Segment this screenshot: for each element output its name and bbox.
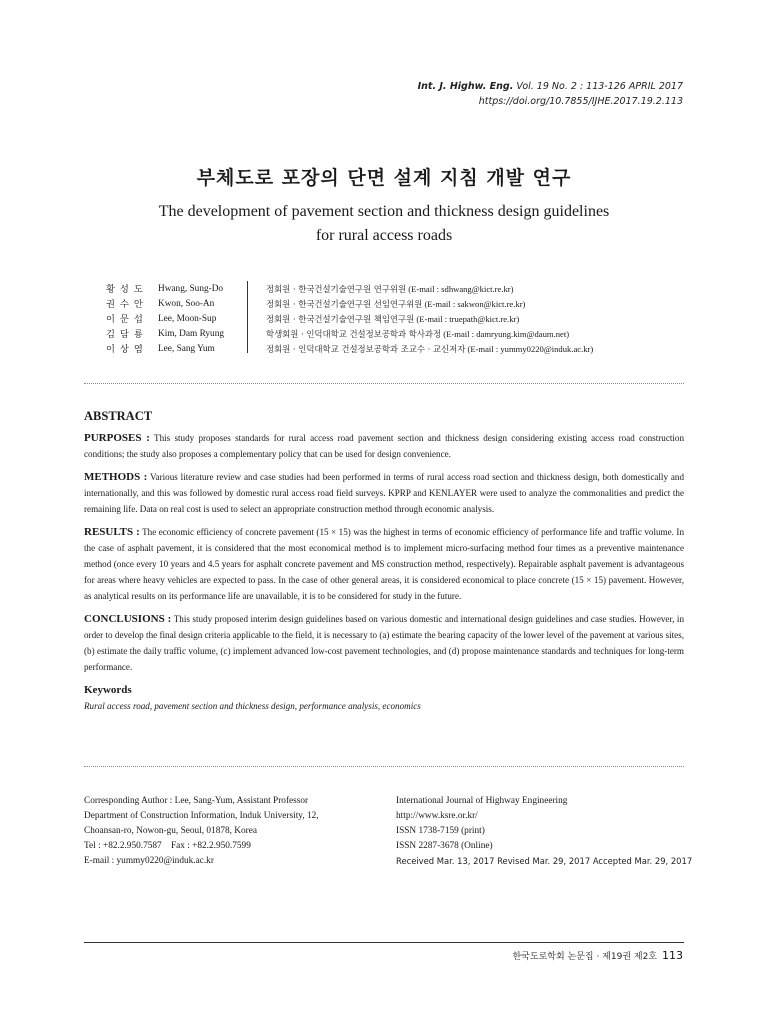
methods-label: METHODS : <box>84 471 148 483</box>
title-english <box>84 200 684 248</box>
journal-url[interactable]: http://www.ksre.or.kr/ <box>396 811 478 821</box>
citation-header <box>418 79 683 109</box>
accepted-label: Accepted <box>592 856 632 866</box>
corresponding-line: Choansan-ro, Nowon-gu, Seoul, 01878, Korea <box>84 826 257 836</box>
issn-print: ISSN 1738-7159 (print) <box>396 826 485 836</box>
author-name-en: Kim, Dam Ryung <box>158 329 224 339</box>
author-name-en: Kwon, Soo-An <box>158 299 215 309</box>
abstract-methods <box>84 469 684 517</box>
issn-online: ISSN 2287-3678 (Online) <box>396 841 493 851</box>
corresponding-line: Corresponding Author : Lee, Sang-Yum, Assistant Professor <box>84 796 309 806</box>
corresponding-author-block <box>84 794 384 869</box>
corresponding-line: Tel : +82.2.950.7587 Fax : +82.2.950.7599 <box>84 841 251 851</box>
purposes-text: This study proposes standards for rural access road pavement section and thickness design considering existing access road construction conditions; the study also proposes a complementary policy that can be used for design convenience. <box>84 433 684 459</box>
dotted-divider <box>84 383 684 384</box>
abstract-block <box>84 408 684 714</box>
title-korean: 부체도로 포장의 단면 설계 지침 개발 연구 <box>196 167 572 189</box>
page-footer <box>512 949 683 962</box>
accepted-date: Mar. 29, 2017 <box>634 856 693 866</box>
received-date: Mar. 13, 2017 <box>436 856 495 866</box>
keywords-text: Rural access road, pavement section and thickness design, performance analysis, economics <box>84 701 421 711</box>
conclusions-text: This study proposed interim design guidelines based on various domestic and international design guidelines and case studies. However, in order to develop the final design criteria applicable to the field, it is necessary to (a) estimate the bearing capacity of the lower level of the pavement at various sites, (b) estimate the daily traffic volume, (c) implement advanced low-cost pavement technologies, and (d) propose maintenance standards and techniques for long-term performance. <box>84 614 684 672</box>
volume-info: Vol. 19 No. 2 : 113-126 APRIL 2017 <box>516 81 683 92</box>
article-dates <box>396 854 696 869</box>
author-divider <box>247 281 248 353</box>
author-email[interactable]: (E-mail : yummy0220@induk.ac.kr) <box>467 344 594 354</box>
citation-line <box>418 79 683 94</box>
journal-name: International Journal of Highway Engineering <box>396 796 568 806</box>
author-row <box>106 342 686 357</box>
title-english-line1: The development of pavement section and thickness design guidelines <box>158 203 610 220</box>
author-name-en: Lee, Moon-Sup <box>158 314 217 324</box>
author-name-ko: 이 문 섭 <box>106 314 144 325</box>
keywords-heading: Keywords <box>84 684 132 696</box>
revised-date: Mar. 29, 2017 <box>532 856 591 866</box>
abstract-conclusions <box>84 611 684 675</box>
abstract-results <box>84 524 684 604</box>
author-affiliation: 정회원 · 인덕대학교 건설정보공학과 조교수 · 교신저자 (E-mail : yummy0220@induk.ac.kr) <box>266 344 594 354</box>
revised-label: Revised <box>497 856 530 866</box>
author-email[interactable]: (E-mail : sakwon@kict.re.kr) <box>424 299 526 309</box>
corresponding-email[interactable]: E-mail : yummy0220@induk.ac.kr <box>84 856 214 866</box>
author-email[interactable]: (E-mail : damryung.kim@daum.net) <box>443 329 570 339</box>
author-row <box>106 282 686 297</box>
author-name-en: Hwang, Sung-Do <box>158 284 224 294</box>
author-affiliation: 정회원 · 한국건설기술연구원 선임연구위원 (E-mail : sakwon@kict.re.kr) <box>266 299 526 309</box>
author-row <box>106 327 686 342</box>
methods-text: Various literature review and case studies had been performed in terms of rural access road section and thickness design, both domestically and internationally, and this was followed by domestic rural access road field surveys. KPRP and KENLAYER were used to analyze the commonalities and predict the remaining life. Data on real cost is used to select an appropriate construction method through economic analysis. <box>84 472 685 514</box>
dotted-divider <box>84 766 684 767</box>
author-row <box>106 297 686 312</box>
footer-rule <box>84 942 684 943</box>
author-email[interactable]: (E-mail : truepath@kict.re.kr) <box>416 314 520 324</box>
results-label: RESULTS : <box>84 526 140 538</box>
author-affiliation: 학생회원 · 인덕대학교 건설정보공학과 학사과정 (E-mail : damryung.kim@daum.net) <box>266 329 570 339</box>
abstract-purposes <box>84 430 684 462</box>
author-name-ko: 이 상 염 <box>106 344 144 355</box>
received-label: Received <box>396 856 435 866</box>
page-number: 113 <box>662 949 683 962</box>
purposes-label: PURPOSES : <box>84 432 150 444</box>
author-name-ko: 김 담 룡 <box>106 329 144 340</box>
author-name-ko: 황 성 도 <box>106 284 144 295</box>
author-name-en: Lee, Sang Yum <box>158 344 215 354</box>
footer-journal-ko: 한국도로학회 논문집 · 제19권 제2호 <box>512 952 657 962</box>
results-text: The economic efficiency of concrete pavement (15 × 15) was the highest in terms of economic efficiency of performance life and traffic volume. In the case of asphalt pavement, it is considered that the most economical method is to implement micro-surfacing method four times as a preventive maintenance method (once every 10 years and 4.5 years for asphalt concrete pavement and MS construction method, respectively). Repairable asphalt pavement is advantageous for areas where heavy vehicles are expected to pass. In the case of other general areas, it is considered economical to place concrete (15 × 15) pavement. However, as analytical results on its performance life are unavailable, it is to be considered for study in the future. <box>84 527 684 601</box>
author-row <box>106 312 686 327</box>
journal-abbrev: Int. J. Highw. Eng. <box>417 81 514 92</box>
abstract-heading: ABSTRACT <box>84 409 153 423</box>
journal-info-block <box>396 794 696 869</box>
doi-link[interactable]: https://doi.org/10.7855/IJHE.2017.19.2.113 <box>478 96 683 107</box>
corresponding-line: Department of Construction Information, Induk University, 12, <box>84 811 319 821</box>
conclusions-label: CONCLUSIONS : <box>84 613 172 625</box>
title-english-line2: for rural access roads <box>315 227 453 244</box>
author-affiliation: 정회원 · 한국건설기술연구원 연구위원 (E-mail : sdhwang@kict.re.kr) <box>266 284 514 294</box>
author-affiliation: 정회원 · 한국건설기술연구원 책임연구원 (E-mail : truepath@kict.re.kr) <box>266 314 520 324</box>
author-list <box>106 282 686 357</box>
author-email[interactable]: (E-mail : sdhwang@kict.re.kr) <box>408 284 514 294</box>
author-name-ko: 권 수 안 <box>106 299 144 310</box>
